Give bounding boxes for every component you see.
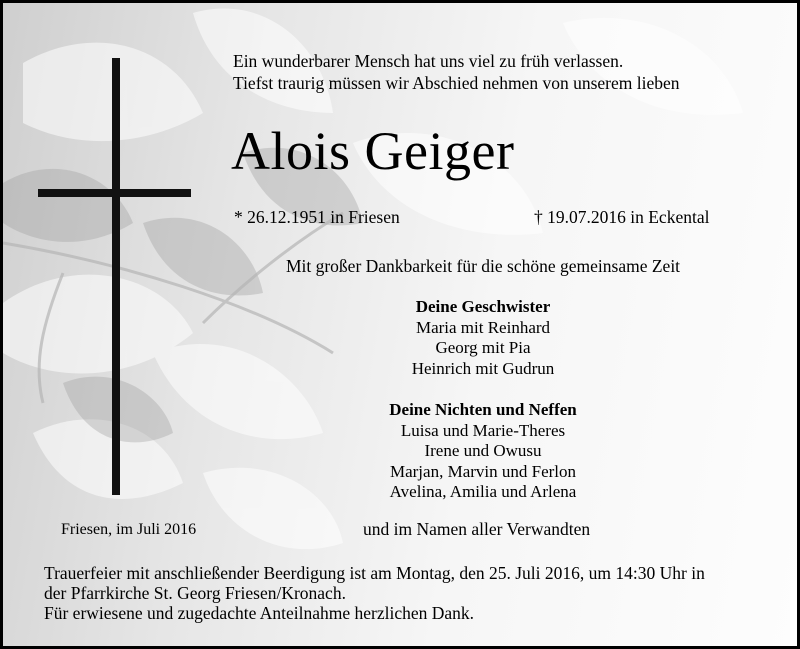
intro-line-1: Ein wunderbarer Mensch hat uns viel zu früh verlassen. [233, 51, 624, 71]
deceased-name: Alois Geiger [231, 121, 515, 181]
death-date: † 19.07.2016 in Eckental [534, 207, 710, 227]
place-date: Friesen, im Juli 2016 [61, 521, 197, 538]
birth-date: * 26.12.1951 in Friesen [234, 207, 400, 227]
sibling-name: Heinrich mit Gudrun [411, 358, 555, 378]
sibling-name: Georg mit Pia [435, 338, 531, 357]
intro-line-2: Tiefst traurig müssen wir Abschied nehmen von unserem lieben [233, 73, 680, 93]
relatives-line: und im Namen aller Verwandten [363, 519, 591, 539]
niece-nephew-name: Marjan, Marvin und Ferlon [389, 461, 577, 481]
nieces-nephews-group [333, 400, 633, 503]
niece-nephew-name: Luisa und Marie-Theres [400, 420, 566, 440]
funeral-info [44, 563, 705, 623]
latin-cross-icon [112, 58, 120, 495]
intro-text [233, 50, 680, 94]
niece-nephew-name: Irene und Owusu [424, 441, 542, 460]
siblings-heading: Deine Geschwister [415, 297, 551, 316]
siblings-group [333, 297, 633, 379]
niece-nephew-name: Avelina, Amilia und Arlena [389, 482, 577, 501]
funeral-info-line-2: der Pfarrkirche St. Georg Friesen/Kronach. [44, 583, 346, 603]
thanks-line: Mit großer Dankbarkeit für die schöne gemeinsame Zeit [285, 256, 681, 276]
funeral-info-line-1: Trauerfeier mit anschließender Beerdigung ist am Montag, den 25. Juli 2016, um 14:30 Uhr in [44, 563, 705, 583]
nieces-nephews-heading: Deine Nichten und Neffen [389, 400, 577, 419]
sibling-name: Maria mit Reinhard [415, 317, 551, 337]
latin-cross-bar [38, 189, 191, 197]
funeral-info-line-3: Für erwiesene und zugedachte Anteilnahme herzlichen Dank. [44, 603, 475, 623]
